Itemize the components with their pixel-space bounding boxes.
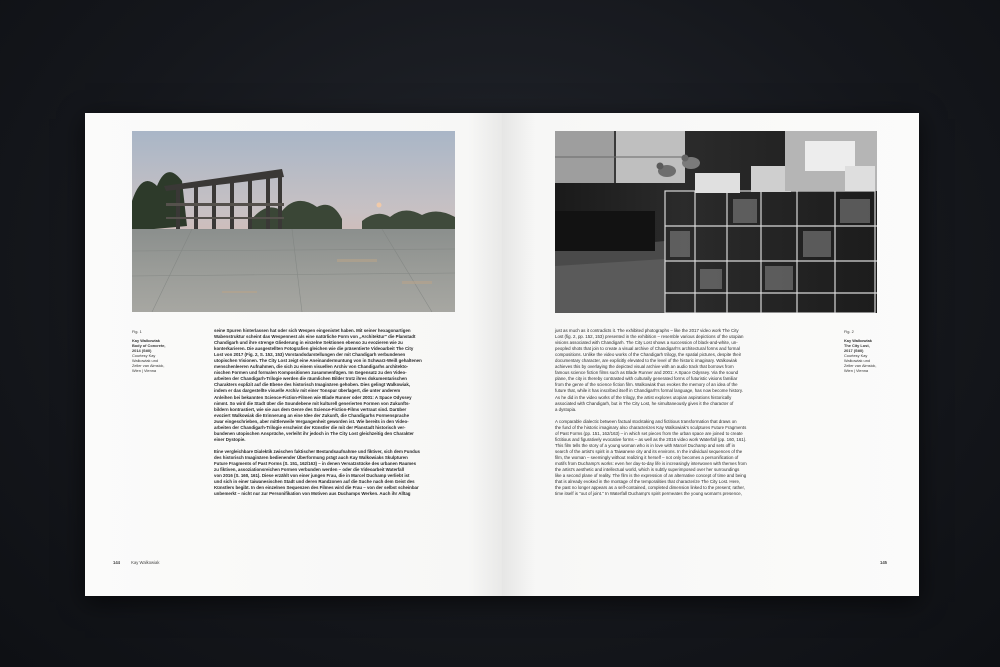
- right-caption-line: Zeller van Almsick,: [844, 363, 877, 368]
- right-caption-line: 2017 (Still): [844, 348, 864, 353]
- text-line: documentary character, are explicitly elevated to the level of the historic imaginary. Walkowiak: [555, 358, 738, 364]
- text-line: bundenen utopischen Ansprüche, verleiht ihr jedoch in The City Lost gleichzeitig den Charakter: [214, 430, 414, 436]
- text-line: visions associated with Chandigarh. The City Lost shows a succession of black-and-white, un-: [555, 340, 738, 346]
- left-caption-line: Wien | Vienna: [132, 368, 157, 373]
- left-caption-line: Walkowiak und: [132, 358, 159, 363]
- text-line: plane, the city is thereby contrasted with culturally generated forms of futuristic visions familiar: [555, 376, 738, 382]
- left-caption: [132, 329, 166, 373]
- text-line: nimmt. So wird die Stadt über die Soundebene mit kulturell generierten Formen von Zukunfts-: [214, 400, 410, 406]
- text-line: future that, while it has inscribed itself in Chandigarh's formal language, has now become history.: [555, 388, 743, 394]
- left-page: [85, 113, 502, 596]
- text-line: This film tells the story of a young woman who is in love with Marcel Duchamp and sets off in: [555, 442, 736, 448]
- text-line: that is already evoked in the montage of the temporalities that characterize The City Lost. Here,: [555, 479, 741, 485]
- left-folio: [113, 560, 159, 565]
- left-caption-line: 2014 (Still): [132, 348, 152, 353]
- text-line: the past no longer appears as a self-contained, completed dimension linked to the present; rather,: [555, 485, 745, 491]
- page-number: 145: [880, 560, 887, 565]
- book-spread: [85, 113, 919, 596]
- text-line: konterkarieren. Die ausgestellten Fotografien gleichen wie die präsentierte Videoarbeit The City: [214, 346, 414, 352]
- text-line: compositions. Unlike the video works of the Chandigarh trilogy, the spatial pictures, despite their: [555, 352, 742, 358]
- text-line: achieves this by overlaying the depicted visual archive with an audio track that borrows from: [555, 364, 734, 370]
- text-line: zwar eingeschrieben, aber mittlerweile Vergangenheit geworden ist. Wie bereits in den Video-: [214, 418, 409, 424]
- text-line: Wabenstruktur scheint das Wespennest als eine natürliche Form von „Architektur" die Planstadt: [214, 334, 416, 340]
- text-line: film, the woman – seemingly without realizing it herself – not only becomes a personification of: [555, 454, 739, 460]
- text-line: bildern kontrastiert, wie sie aus dem Genre des Science-Fiction-Films vertraut sind. Darüber: [214, 406, 407, 412]
- text-line: Anleihen bei bekannten Science-Fiction-Filmen wie Blade Runner oder 2001: A Space Odyssey: [214, 394, 412, 400]
- text-line: A comparable dialectic between factual stocktaking and fictitious transformation that draws on: [555, 418, 737, 424]
- right-page: [502, 113, 919, 596]
- text-line: von 2016 (S. 160, 161). Diese erzählt von einer jungen Frau, die in Marcel Duchamp verliebt ist: [214, 473, 410, 479]
- text-line: the artist's aesthetic and intellectual world, which is subtly superimposed over her surroundings: [555, 467, 740, 473]
- text-line: famous science fiction films such as Blade Runner and 2001: A Space Odyssey. Via the sound: [555, 370, 739, 376]
- left-photo: [132, 131, 455, 312]
- text-line: arbeiten der Chandigarh-Trilogie erscheint der Künstler die mit der Planstadt historisch ver-: [214, 424, 406, 430]
- text-line: menschenleeren Aufnahmen, die sich zu einem visuellen Archiv von Chandigarhs architekto-: [214, 364, 409, 370]
- right-caption-line: Kay Walkowiak: [844, 338, 872, 343]
- text-line: just as much as it contradicts it. The exhibited photographs – like the 2017 video work The City: [555, 328, 739, 333]
- text-line: search of the artist's spirit in a Taiwanese city and its environs. In the individual sequences of the: [555, 448, 743, 454]
- right-paragraph-2: [555, 419, 805, 498]
- right-photo: [555, 131, 877, 313]
- text-line: Lost von 2017 (Fig. 2, S. 152, 153) Vorstandsdarstellungen der mit Chandigarh verbundenen: [214, 352, 406, 358]
- text-line: like a second plane of reality. The film is the expression of an alternative concept of time and being: [555, 473, 747, 479]
- left-caption-line: Body of Concrete,: [132, 343, 166, 348]
- left-paragraph-1: [214, 328, 455, 443]
- text-line: nischen Formen und formalen Kompositionen zusammenfügen. Im Gegensatz zu den Video-: [214, 370, 407, 376]
- left-caption-line: Courtesy Kay: [132, 353, 156, 358]
- text-line: of Past Forms (pp. 151, 162/163) – in which set pieces from the urban space are joined to create: [555, 430, 743, 436]
- text-line: indem er das dargestellte visuelle Archiv mit einer Tonspur überlagert, die unter anderem: [214, 388, 401, 394]
- text-line: arbeiten der Chandigarh-Trilogie werden die räumlichen Bilder trotz ihres dokumentarischen: [214, 376, 407, 382]
- left-paragraph-2: [214, 449, 455, 497]
- text-line: motifs from Duchamp's works: even her day-to-day life is increasingly interwoven with themes from: [555, 460, 747, 466]
- text-line: peopled shots that join to create a visual archive of Chandigarh's architectural forms and formal: [555, 346, 740, 352]
- left-caption-fig: Fig. 1: [132, 329, 142, 334]
- right-folio: [880, 560, 887, 565]
- left-caption-line: Zeller van Almsick,: [132, 363, 165, 368]
- text-line: Künstlers begibt. In den einzelnen Sequenzen des Filmes wird die Frau – von der selbst scheinbar: [214, 485, 419, 491]
- text-line: from the genre of the science fiction film. Walkowiak thus evokes the memory of an idea of the: [555, 382, 738, 388]
- right-caption: [844, 329, 876, 373]
- running-head: Kay Walkowiak: [131, 560, 160, 565]
- left-body-text: [214, 328, 455, 503]
- right-caption-line: Courtesy Kay: [844, 353, 868, 358]
- text-line: utopischen Visionen. The City Lost zeigt eine Aneinandermuntung von in Schwarz-Weiß gehaltenen: [214, 358, 422, 364]
- text-line: As he did in the video works of the trilogy, the artist explores utopian aspirations historically: [555, 394, 732, 400]
- text-line: und sich in einer taiwanesischen Stadt und deren Randzonen auf die Suche nach dem Geist des: [214, 479, 415, 485]
- text-line: the fund of the historic imaginary also characterizes Kay Walkowiak's sculptures Future Fragments: [555, 424, 747, 430]
- text-line: Eine vergleichbare Dialektik zwischen faktischer Bestandsaufnahme und fiktiver, sich dem Fundus: [214, 448, 420, 454]
- text-line: Charakters explizit auf die Ebene des historisch Imaginären gehoben. Dies gelingt Walkowiak,: [214, 382, 411, 388]
- right-caption-line: Wien | Vienna: [844, 368, 869, 373]
- right-body-text: [555, 328, 805, 503]
- text-line: fictitious and figuratively evocative forms – as well as the 2016 video work Waterfall (pp. 160, 161).: [555, 436, 747, 442]
- text-line: time itself is "out of joint." In Waterfall Duchamp's spirit permeates the young woman's presence,: [555, 491, 742, 497]
- text-line: Future Fragments of Past Forms (S. 151, 162/163) – in denen Versatzstücke des urbanen Raumes: [214, 460, 417, 466]
- left-caption-line: Kay Walkowiak: [132, 338, 160, 343]
- text-line: evoziert Walkowiak die Erinnerung an eine Idee der Zukunft, die Chandigarhs Formensprache: [214, 412, 410, 418]
- text-line: seine Spuren hinterlassen hat oder sich Wespen eingenistet haben. Mit seiner hexagonartigen: [214, 328, 411, 333]
- right-caption-line: Walkowiak und: [844, 358, 871, 363]
- text-line: associated with Chandigarh, but in The City Lost, he simultaneously gives it the character of: [555, 400, 734, 406]
- text-line: Chandigarh und ihre strenge Gliederung in einzelne Sektionen ebenso zu evozieren wie zu: [214, 340, 403, 346]
- text-line: zu fiktiven, assoziationsreichen Formen verbunden werden – oder die Videoarbeit Waterfall: [214, 467, 405, 473]
- text-line: Lost (fig. 2, pp. 152, 153) presented in the exhibition – resemble various depictions of the utopian: [555, 334, 744, 340]
- right-caption-line: The City Lost,: [844, 343, 870, 348]
- page-number: 144: [113, 560, 120, 565]
- right-paragraph-1: [555, 328, 805, 413]
- text-line: des historisch Imaginären bedienender Überformung prägt auch Kay Walkowiaks Skulpturen: [214, 454, 408, 460]
- right-caption-fig: Fig. 2: [844, 329, 854, 334]
- text-line: a dystopia.: [555, 406, 577, 412]
- text-line: einer Dystopie.: [214, 436, 246, 442]
- text-line: unbemerkt – nicht nur zur Personifikation von Motiven aus Duchamps Werken. Auch ihr Alltag: [214, 491, 411, 497]
